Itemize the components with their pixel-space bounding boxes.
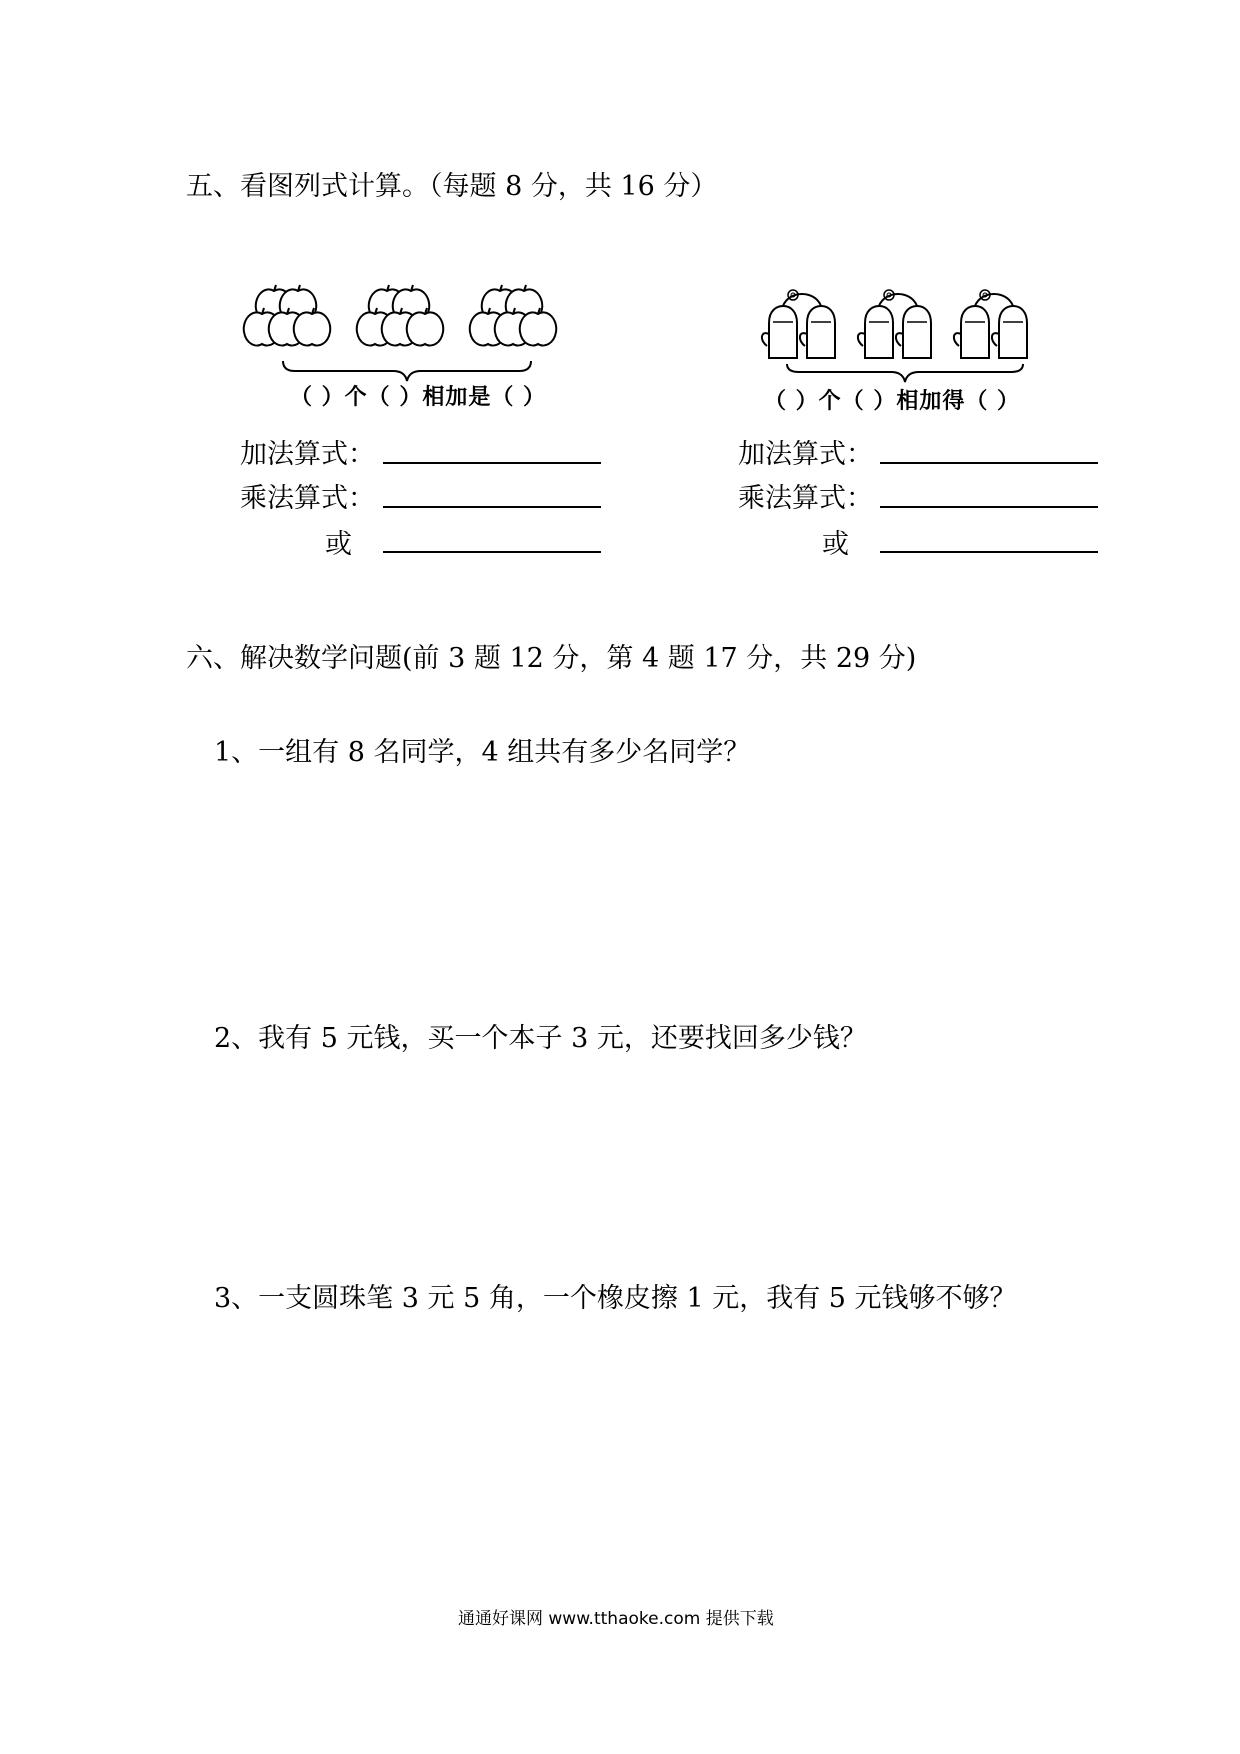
left-multiplication-answer-line[interactable] bbox=[383, 506, 601, 508]
question-2: 2、我有 5 元钱，买一个本子 3 元，还要找回多少钱？ bbox=[214, 1023, 867, 1054]
left-multiplication-label: 乘法算式： bbox=[240, 483, 375, 514]
question-1: 1、一组有 8 名同学，4 组共有多少名同学？ bbox=[214, 737, 751, 768]
apple-icon bbox=[244, 285, 331, 346]
footer-credit: 通通好课网 www.tthaoke.com 提供下载 bbox=[458, 1609, 774, 1629]
apple-icon bbox=[470, 285, 557, 346]
section6-title: 六、解决数学问题(前 3 题 12 分，第 4 题 17 分，共 29 分) bbox=[186, 643, 917, 674]
mitten-icon bbox=[858, 290, 931, 358]
right-multiplication-answer-line[interactable] bbox=[880, 506, 1098, 508]
right-or-label: 或 bbox=[822, 529, 849, 560]
left-addition-answer-line[interactable] bbox=[383, 462, 601, 464]
mitten-icon bbox=[762, 290, 835, 358]
left-addition-label: 加法算式： bbox=[240, 439, 375, 470]
right-multiplication-label: 乘法算式： bbox=[738, 483, 873, 514]
brace-icon bbox=[787, 364, 1023, 382]
left-or-label: 或 bbox=[325, 529, 352, 560]
right-addition-label: 加法算式： bbox=[738, 439, 873, 470]
brace-icon bbox=[283, 361, 531, 381]
right-or-answer-line[interactable] bbox=[880, 551, 1098, 553]
right-addition-answer-line[interactable] bbox=[880, 462, 1098, 464]
left-caption: （ ）个（ ）相加是（ ） bbox=[290, 385, 546, 410]
apple-icon bbox=[357, 285, 444, 346]
mitten-icon bbox=[954, 290, 1027, 358]
right-caption: （ ）个（ ）相加得（ ） bbox=[764, 389, 1020, 414]
question-3: 3、一支圆珠笔 3 元 5 角，一个橡皮擦 1 元，我有 5 元钱够不够？ bbox=[214, 1283, 1017, 1314]
left-or-answer-line[interactable] bbox=[383, 551, 601, 553]
section5-title: 五、看图列式计算。（每题 8 分，共 16 分） bbox=[186, 171, 718, 202]
